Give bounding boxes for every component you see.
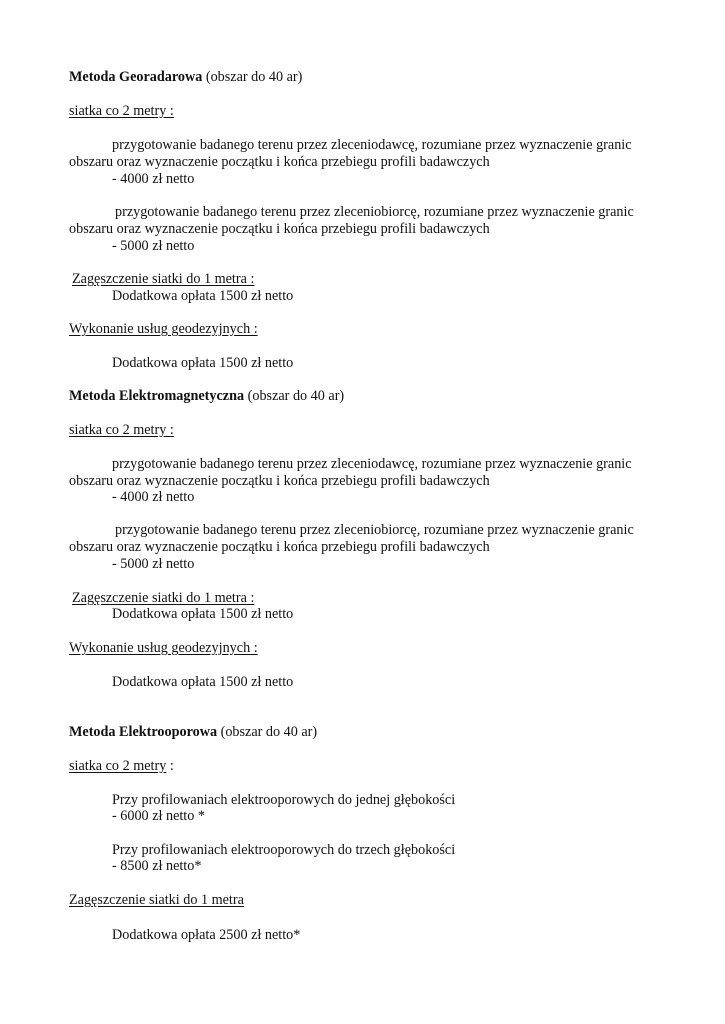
section-title-rest: (obszar do 40 ar) — [217, 724, 318, 740]
geodesy-label: Wykonanie usług geodezyjnych : — [69, 321, 258, 337]
item-line: przygotowanie badanego terenu przez zleceniodawcę, rozumiane przez wyznaczenie granic — [112, 137, 632, 153]
section-title-rest: (obszar do 40 ar) — [202, 69, 303, 85]
item-price: - 4000 zł netto — [112, 489, 195, 505]
item-price: - 8500 zł netto* — [112, 858, 202, 874]
item-line: obszaru oraz wyznaczenie początku i końca przebiegu profili badawczych — [69, 539, 490, 555]
item-price: - 5000 zł netto — [112, 556, 195, 572]
item-line: przygotowanie badanego terenu przez zleceniobiorcę, rozumiane przez wyznaczenie granic — [115, 522, 634, 538]
grid-label-suffix: : — [166, 758, 174, 774]
section-title-bold: Metoda Elektrooporowa — [69, 724, 218, 740]
item-price: - 4000 zł netto — [112, 171, 195, 187]
section-title-bold: Metoda Georadarowa — [69, 69, 203, 85]
item-price: - 5000 zł netto — [112, 238, 195, 254]
item-line: przygotowanie badanego terenu przez zleceniodawcę, rozumiane przez wyznaczenie granic — [112, 456, 632, 472]
grid-label: siatka co 2 metry : — [69, 103, 174, 119]
geodesy-fee: Dodatkowa opłata 1500 zł netto — [112, 355, 294, 371]
densify-label: Zagęszczenie siatki do 1 metra : — [72, 271, 255, 287]
grid-label — [69, 758, 174, 775]
densify-fee: Dodatkowa opłata 1500 zł netto — [112, 288, 294, 304]
section-title-rest: (obszar do 40 ar) — [244, 388, 345, 404]
geodesy-fee: Dodatkowa opłata 1500 zł netto — [112, 674, 294, 690]
densify-fee: Dodatkowa opłata 2500 zł netto* — [112, 927, 301, 943]
grid-label-text: siatka co 2 metry — [69, 758, 167, 774]
geodesy-label: Wykonanie usług geodezyjnych : — [69, 640, 258, 656]
densify-label: Zagęszczenie siatki do 1 metra — [69, 892, 244, 908]
item-line: Przy profilowaniach elektrooporowych do jednej głębokości — [112, 792, 456, 808]
grid-label: siatka co 2 metry : — [69, 422, 174, 438]
item-line: obszaru oraz wyznaczenie początku i końca przebiegu profili badawczych — [69, 473, 490, 489]
item-price: - 6000 zł netto * — [112, 808, 205, 824]
item-line: obszaru oraz wyznaczenie początku i końca przebiegu profili badawczych — [69, 154, 490, 170]
section-title-bold: Metoda Elektromagnetyczna — [69, 388, 245, 404]
item-line: Przy profilowaniach elektrooporowych do trzech głębokości — [112, 842, 456, 858]
densify-fee: Dodatkowa opłata 1500 zł netto — [112, 606, 294, 622]
item-line: przygotowanie badanego terenu przez zleceniobiorcę, rozumiane przez wyznaczenie granic — [115, 204, 634, 220]
section-title — [69, 724, 317, 741]
section-title — [69, 388, 344, 405]
item-line: obszaru oraz wyznaczenie początku i końca przebiegu profili badawczych — [69, 221, 490, 237]
densify-label: Zagęszczenie siatki do 1 metra : — [72, 590, 255, 606]
section-title — [69, 69, 302, 86]
